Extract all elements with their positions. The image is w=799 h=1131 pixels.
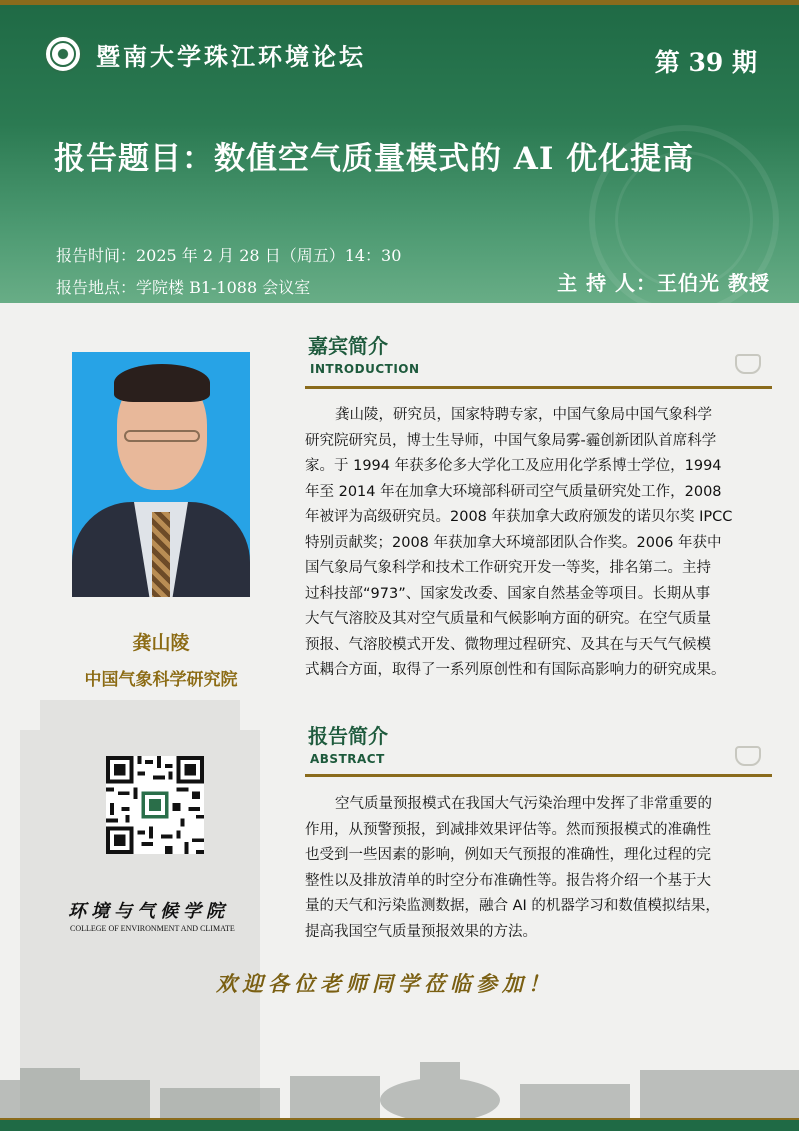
bio-line: 国气象局气象科学和技术工作研究开发一等奖，排名第二。主持 <box>305 560 711 576</box>
abstract-subtitle: ABSTRACT <box>310 752 385 766</box>
boat-icon <box>729 744 769 770</box>
abstract-text <box>305 792 775 945</box>
welcome-text: 欢迎各位老师同学莅临参加！ <box>216 971 554 996</box>
header-banner <box>0 5 799 303</box>
abstract-line: 提高我国空气质量预报效果的方法。 <box>305 923 537 940</box>
abstract-divider <box>305 774 772 777</box>
speaker-organization: 中国气象科学研究院 <box>84 670 238 690</box>
bio-divider <box>305 386 772 389</box>
bio-line: 大气气溶胶及其对空气质量和气候影响方面的研究。在空气质量 <box>305 611 711 627</box>
report-time: 报告时间：2025 年 2 月 28 日（周五）14：30 <box>56 246 402 265</box>
bio-line: 研究院研究员，博士生导师，中国气象局雾-霾创新团队首席科学 <box>305 432 717 449</box>
abstract-line: 整性以及排放清单的时空分布准确性等。报告将介绍一个基于大 <box>305 872 711 889</box>
bio-text <box>305 403 775 684</box>
bio-line: 龚山陵，研究员，国家特聘专家，中国气象局中国气象科学 <box>335 407 712 423</box>
qr-code[interactable] <box>106 756 204 854</box>
bio-line: 过科技部“973”、国家发改委、国家自然基金等项目。长期从事 <box>305 585 711 602</box>
speaker-photo <box>72 352 250 597</box>
abstract-line: 也受到一些因素的影响，例如天气预报的准确性，理化过程的完 <box>305 847 711 863</box>
host: 主 持 人：王伯光 教授 <box>557 271 770 295</box>
abstract-line: 空气质量预报模式在我国大气污染治理中发挥了非常重要的 <box>335 796 712 812</box>
bottom-band <box>0 1118 799 1131</box>
college-name-cn: 环境与气候学院 <box>68 901 229 922</box>
bio-subtitle: INTRODUCTION <box>310 362 420 376</box>
bio-line: 年至 2014 年在加拿大环境部科研司空气质量研究处工作，2008 <box>305 483 722 500</box>
campus-skyline <box>0 1040 799 1118</box>
bio-line: 预报、气溶胶模式开发、微物理过程研究、及其在与天气气候模 <box>305 636 711 653</box>
issue-number: 第 39 期 <box>654 48 757 77</box>
boat-icon <box>729 352 769 378</box>
university-logo-icon <box>44 35 82 73</box>
bio-line: 家。于 1994 年获多伦多大学化工及应用化学系博士学位，1994 <box>305 458 722 474</box>
college-name-en: COLLEGE OF ENVIRONMENT AND CLIMATE <box>70 924 235 933</box>
bio-line: 年被评为高级研究员。2008 年获加拿大政府颁发的诺贝尔奖 IPCC <box>305 509 733 525</box>
abstract-title: 报告简介 <box>308 724 388 748</box>
bio-line: 式耦合方面，取得了一系列原创性和有国际高影响力的研究成果。 <box>305 662 726 678</box>
abstract-line: 量的天气和污染监测数据，融合 AI 的机器学习和数值模拟结果， <box>305 898 720 914</box>
bio-title: 嘉宾简介 <box>308 334 388 358</box>
report-title: 报告题目：数值空气质量模式的 AI 优化提高 <box>54 141 695 177</box>
speaker-name: 龚山陵 <box>132 632 190 654</box>
abstract-line: 作用，从预警预报，到减排效果评估等。然而预报模式的准确性 <box>305 821 711 838</box>
bio-line: 特别贡献奖；2008 年获加拿大环境部团队合作奖。2006 年获中 <box>305 534 722 551</box>
forum-name: 暨南大学珠江环境论坛 <box>96 42 366 71</box>
report-place: 报告地点：学院楼 B1-1088 会议室 <box>56 278 311 297</box>
